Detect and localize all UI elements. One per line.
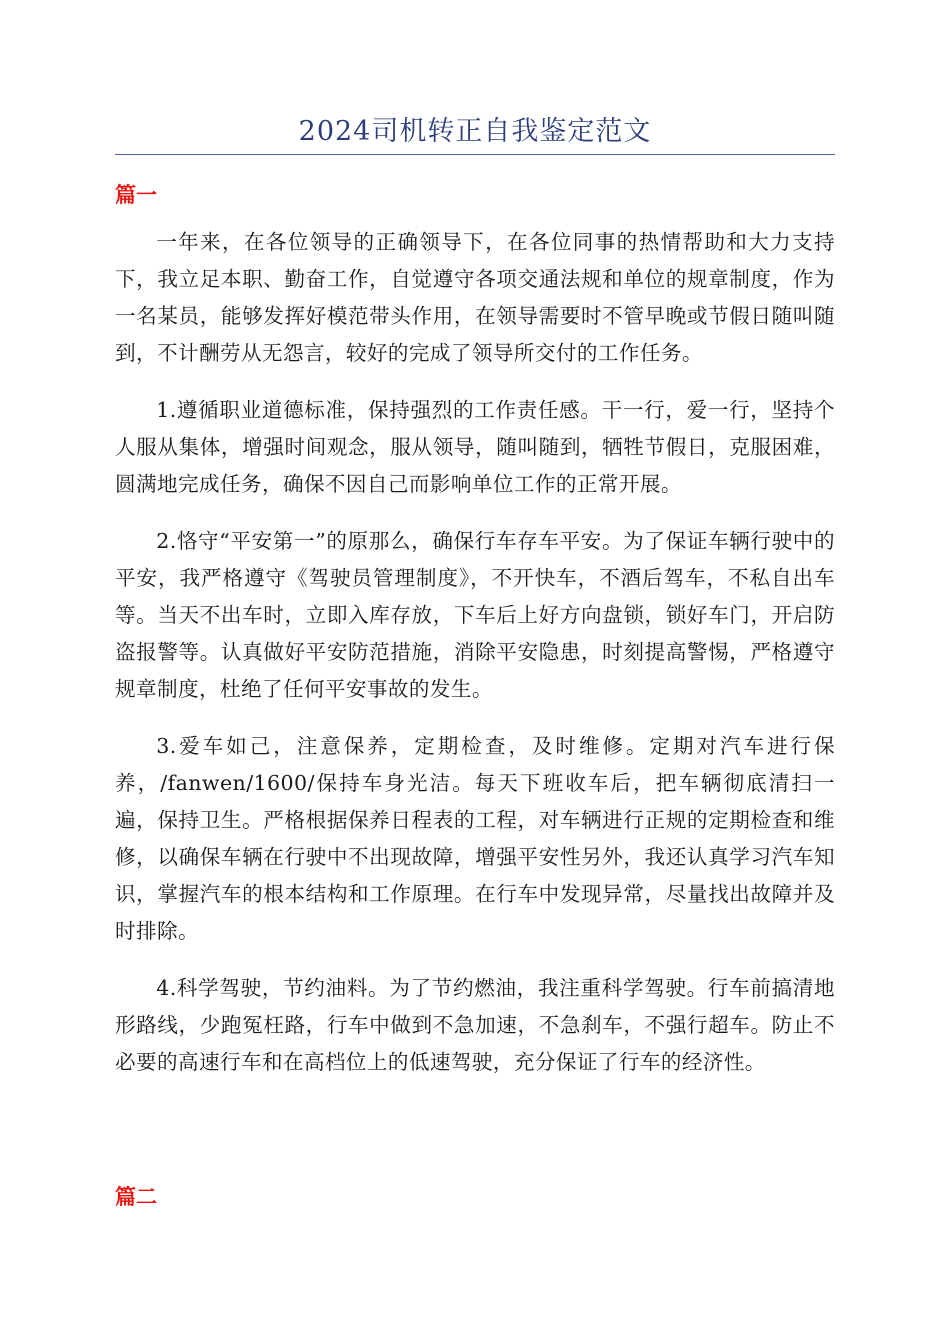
- document-title: 2024司机转正自我鉴定范文: [298, 116, 652, 147]
- paragraph-point-3: 3.爱车如己，注意保养，定期检查，及时维修。定期对汽车进行保养，/fanwen/1600/保持车身光洁。每天下班收车后，把车辆彻底清扫一遍，保持卫生。严格根据保养日程表的工程，对车辆进行正规的定期检查和维修，以确保车辆在行驶中不出现故障，增强平安性另外，我还认真学习汽车知识，掌握汽车的根本结构和工作原理。在行车中发现异常，尽量找出故障并及时排除。: [115, 734, 835, 943]
- section-heading-2: 篇二: [115, 1185, 157, 1209]
- paragraph-point-4: 4.科学驾驶，节约油料。为了节约燃油，我注重科学驾驶。行车前搞清地形路线，少跑冤枉路，行车中做到不急加速，不急刹车，不强行超车。防止不必要的高速行车和在高档位上的低速驾驶，充分保证了行车的经济性。: [115, 976, 835, 1074]
- paragraph-point-1: 1.遵循职业道德标准，保持强烈的工作责任感。干一行，爱一行，坚持个人服从集体，增强时间观念，服从领导，随叫随到，牺牲节假日，克服困难，圆满地完成任务，确保不因自己而影响单位工作的正常开展。: [115, 398, 835, 496]
- section-heading-1: 篇一: [115, 183, 157, 207]
- title-underline: [115, 154, 835, 155]
- paragraph-point-2: 2.恪守“平安第一”的原那么，确保行车存车平安。为了保证车辆行驶中的平安，我严格遵守《驾驶员管理制度》，不开快车，不酒后驾车，不私自出车等。当天不出车时，立即入库存放，下车后上好方向盘锁，锁好车门，开启防盗报警等。认真做好平安防范措施，消除平安隐患，时刻提高警惕，严格遵守规章制度，杜绝了任何平安事故的发生。: [115, 529, 835, 701]
- section-body-1: [115, 224, 835, 1101]
- paragraph-intro: 一年来，在各位领导的正确领导下，在各位同事的热情帮助和大力支持下，我立足本职、勤奋工作，自觉遵守各项交通法规和单位的规章制度，作为一名某员，能够发挥好模范带头作用，在领导需要时不管早晚或节假日随叫随到，不计酬劳从无怨言，较好的完成了领导所交付的工作任务。: [115, 230, 835, 365]
